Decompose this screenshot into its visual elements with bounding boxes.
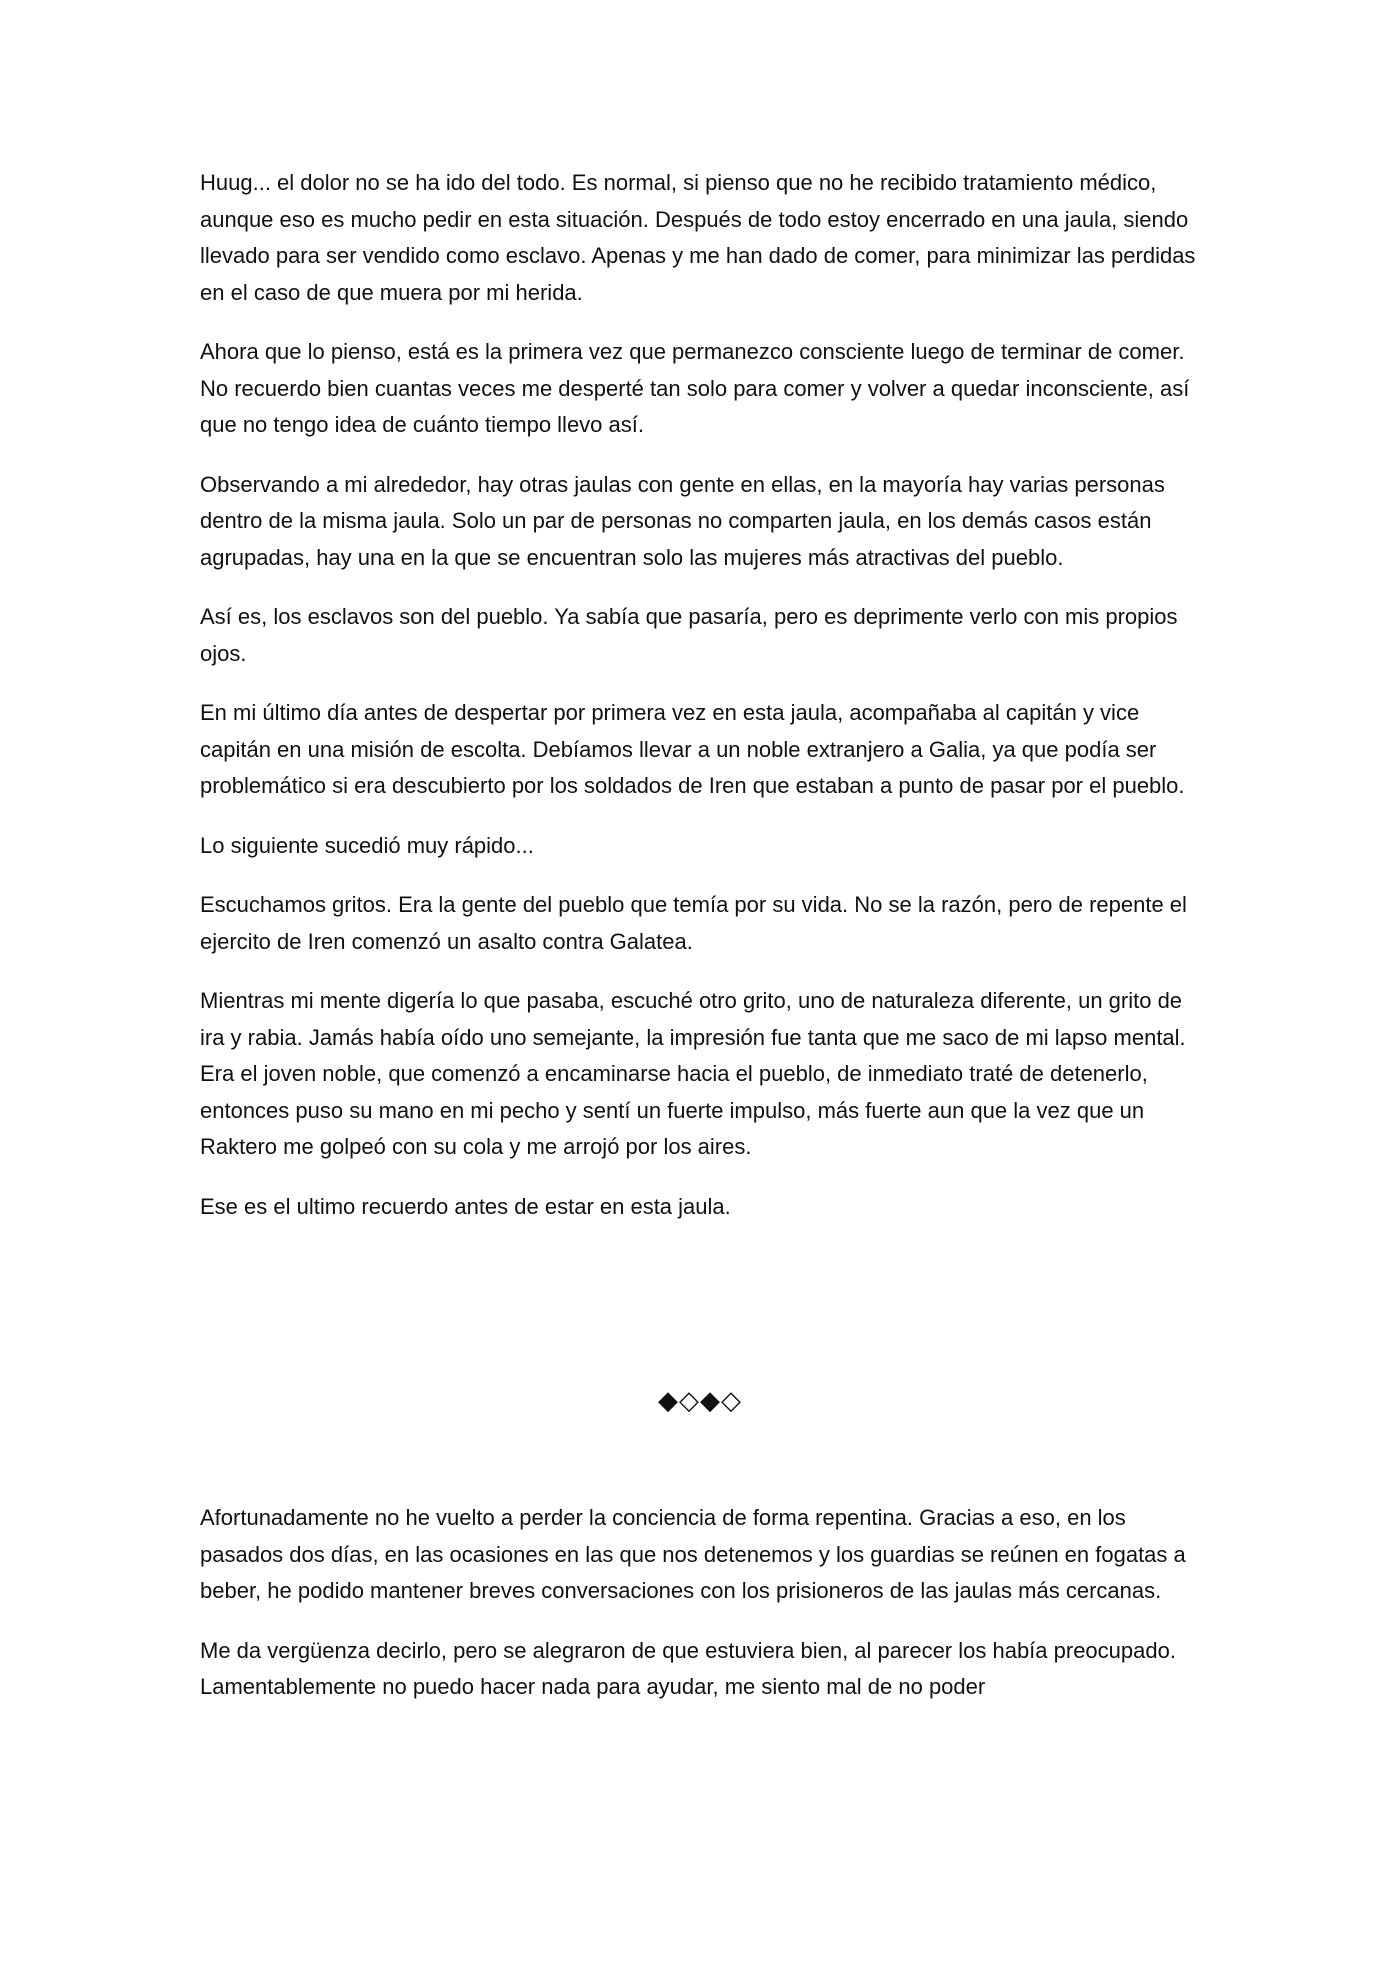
paragraph: Ahora que lo pienso, está es la primera vez que permanezco consciente luego de terminar de comer. No recuerdo bien cuantas veces me desperté tan solo para comer y volver a quedar inconsciente, así que no tengo idea de cuánto tiempo llevo así. [200,339,1190,437]
paragraph: Así es, los esclavos son del pueblo. Ya sabía que pasaría, pero es deprimente verlo con mis propios ojos. [200,604,1178,666]
paragraph: Me da vergüenza decirlo, pero se alegraron de que estuviera bien, al parecer los había preocupado. Lamentablemente no puedo hacer nada para ayudar, me siento mal de no poder [200,1637,1176,1699]
scene-break-separator: ◆◇◆◇ [658,1386,742,1416]
paragraph: Escuchamos gritos. Era la gente del pueblo que temía por su vida. No se la razón, pero de repente el ejercito de Iren comenzó un asalto contra Galatea. [200,892,1187,954]
paragraph: Huug... el dolor no se ha ido del todo. Es normal, si pienso que no he recibido tratamiento médico, aunque eso es mucho pedir en esta situación. Después de todo estoy encerrado en una jaula, siendo llevado para ser vendido como esclavo. Apenas y me han dado de comer, para minimizar las perdidas en el caso de que muera por mi herida. [200,170,1196,305]
section-2-text [200,1500,1200,1729]
paragraph: En mi último día antes de despertar por primera vez en esta jaula, acompañaba al capitán y vice capitán en una misión de escolta. Debíamos llevar a un noble extranjero a Galia, ya que podía ser problemático si era descubierto por los soldados de Iren que estaban a punto de pasar por el pueblo. [200,700,1185,798]
paragraph: Ese es el ultimo recuerdo antes de estar en esta jaula. [200,1193,731,1219]
paragraph: Mientras mi mente digería lo que pasaba, escuché otro grito, uno de naturaleza diferente, un grito de ira y rabia. Jamás había oído uno semejante, la impresión fue tanta que me saco de mi lapso mental. Era el joven noble, que comenzó a encaminarse hacia el pueblo, de inmediato traté de detenerlo, entonces puso su mano en mi pecho y sentí un fuerte impulso, más fuerte aun que la vez que un Raktero me golpeó con su cola y me arrojó por los aires. [200,988,1186,1159]
section-1-text [200,165,1200,1248]
paragraph: Lo siguiente sucedió muy rápido... [200,832,534,858]
paragraph: Observando a mi alrededor, hay otras jaulas con gente en ellas, en la mayoría hay varias personas dentro de la misma jaula. Solo un par de personas no comparten jaula, en los demás casos están agrupadas, hay una en la que se encuentran solo las mujeres más atractivas del pueblo. [200,471,1165,570]
paragraph: Afortunadamente no he vuelto a perder la conciencia de forma repentina. Gracias a eso, en los pasados dos días, en las ocasiones en las que nos detenemos y los guardias se reúnen en fogatas a beber, he podido mantener breves conversaciones con los prisioneros de las jaulas más cercanas. [200,1505,1186,1603]
